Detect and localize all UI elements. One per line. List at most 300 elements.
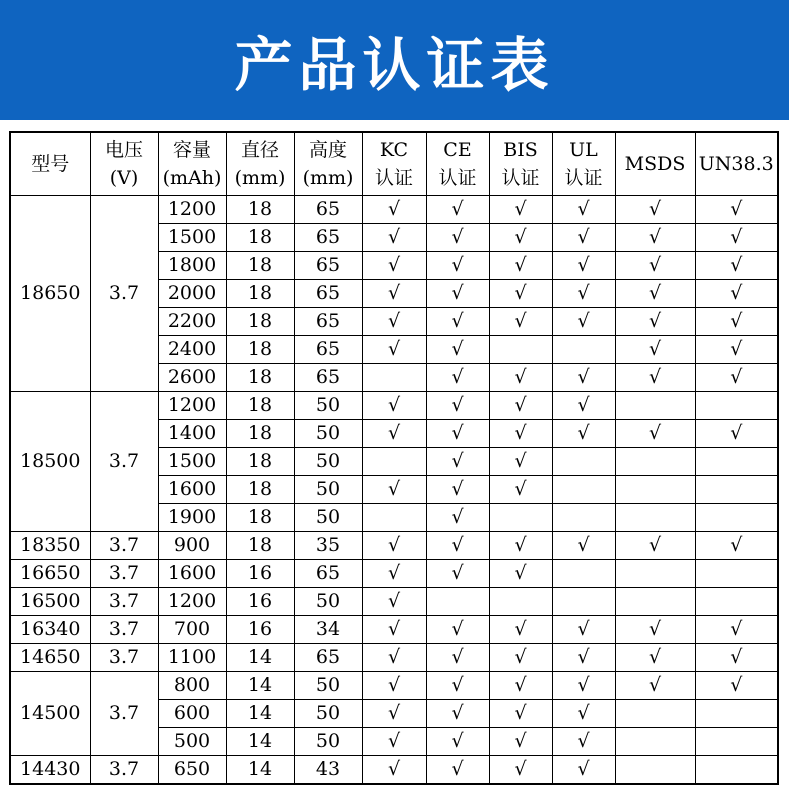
check-mark: √: [514, 562, 527, 584]
model-cell: 14430: [10, 756, 90, 785]
check-mark: √: [387, 422, 401, 444]
diameter-cell: 18: [226, 336, 294, 364]
bis-cert-cell: [489, 756, 552, 785]
check-mark: √: [730, 674, 743, 696]
header-ul-line: 认证: [564, 167, 603, 189]
diameter-cell: 18: [226, 476, 294, 504]
voltage-cell: 3.7: [90, 616, 158, 644]
voltage-cell: 3.7: [90, 532, 158, 560]
check-mark: √: [451, 366, 464, 388]
capacity-cell: 600: [158, 700, 226, 728]
check-mark: √: [648, 366, 662, 388]
un383-cert-cell: [695, 728, 778, 756]
diameter-cell: 18: [226, 448, 294, 476]
table-row: [10, 560, 778, 588]
bis-cert-cell: [489, 532, 552, 560]
check-mark: √: [730, 226, 743, 248]
bis-cert-cell: [489, 196, 552, 224]
bis-cert-cell: [489, 448, 552, 476]
bis-cert-cell: [489, 280, 552, 308]
ce-cert-cell: [426, 700, 489, 728]
check-mark: √: [577, 758, 590, 780]
header-msds-line: MSDS: [624, 153, 686, 175]
kc-cert-cell: [362, 532, 426, 560]
check-mark: √: [648, 534, 662, 556]
height-cell: 65: [294, 280, 362, 308]
msds-cert-cell: [615, 560, 695, 588]
ul-cert-cell: [552, 252, 615, 280]
un383-cert-cell: [695, 588, 778, 616]
kc-cert-cell: [362, 588, 426, 616]
height-cell: 50: [294, 672, 362, 700]
check-mark: √: [451, 394, 464, 416]
height-cell: 50: [294, 588, 362, 616]
ul-cert-cell: [552, 280, 615, 308]
model-cell: 18500: [10, 392, 90, 532]
kc-cert-cell: [362, 700, 426, 728]
check-mark: √: [514, 618, 527, 640]
check-mark: √: [730, 338, 743, 360]
check-mark: √: [451, 534, 464, 556]
msds-cert-cell: [615, 392, 695, 420]
height-cell: 50: [294, 728, 362, 756]
kc-cert-cell: [362, 476, 426, 504]
bis-cert-cell: [489, 392, 552, 420]
msds-cert-cell: [615, 728, 695, 756]
check-mark: √: [577, 366, 590, 388]
height-cell: 65: [294, 336, 362, 364]
capacity-cell: 1200: [158, 588, 226, 616]
ul-cert-cell: [552, 196, 615, 224]
check-mark: √: [648, 338, 662, 360]
check-mark: √: [387, 310, 401, 332]
check-mark: √: [514, 674, 527, 696]
voltage-cell: 3.7: [90, 560, 158, 588]
check-mark: √: [387, 534, 401, 556]
msds-cert-cell: [615, 280, 695, 308]
check-mark: √: [387, 338, 401, 360]
ce-cert-cell: [426, 364, 489, 392]
bis-cert-cell: [489, 336, 552, 364]
capacity-cell: 1600: [158, 476, 226, 504]
bis-cert-cell: [489, 588, 552, 616]
un383-cert-cell: [695, 308, 778, 336]
capacity-cell: 1500: [158, 448, 226, 476]
header-diameter: [226, 132, 294, 196]
ce-cert-cell: [426, 560, 489, 588]
capacity-cell: 2600: [158, 364, 226, 392]
height-cell: 50: [294, 476, 362, 504]
msds-cert-cell: [615, 308, 695, 336]
check-mark: √: [387, 394, 401, 416]
check-mark: √: [514, 394, 527, 416]
header-ce-line: 认证: [438, 167, 477, 189]
check-mark: √: [451, 338, 464, 360]
capacity-cell: 1800: [158, 252, 226, 280]
bis-cert-cell: [489, 364, 552, 392]
ul-cert-cell: [552, 420, 615, 448]
header-un383-line: UN38.3: [698, 153, 774, 175]
header-diameter-line: (mm): [234, 167, 286, 189]
header-ce-line: CE: [443, 139, 472, 161]
un383-cert-cell: [695, 644, 778, 672]
ul-cert-cell: [552, 224, 615, 252]
ce-cert-cell: [426, 616, 489, 644]
model-cell: 16340: [10, 616, 90, 644]
bis-cert-cell: [489, 728, 552, 756]
table-row: [10, 672, 778, 700]
ul-cert-cell: [552, 616, 615, 644]
table-row: [10, 644, 778, 672]
check-mark: √: [648, 310, 662, 332]
header-bis-line: 认证: [501, 167, 540, 189]
height-cell: 65: [294, 644, 362, 672]
kc-cert-cell: [362, 672, 426, 700]
table-row: [10, 616, 778, 644]
header-capacity-line: 容量: [172, 139, 211, 161]
kc-cert-cell: [362, 616, 426, 644]
msds-cert-cell: [615, 364, 695, 392]
check-mark: √: [451, 478, 464, 500]
ce-cert-cell: [426, 420, 489, 448]
un383-cert-cell: [695, 252, 778, 280]
capacity-cell: 1500: [158, 224, 226, 252]
check-mark: √: [577, 534, 590, 556]
height-cell: 50: [294, 420, 362, 448]
msds-cert-cell: [615, 700, 695, 728]
un383-cert-cell: [695, 336, 778, 364]
check-mark: √: [730, 198, 743, 220]
kc-cert-cell: [362, 420, 426, 448]
check-mark: √: [451, 282, 464, 304]
un383-cert-cell: [695, 672, 778, 700]
model-cell: 18650: [10, 196, 90, 392]
msds-cert-cell: [615, 420, 695, 448]
check-mark: √: [730, 646, 743, 668]
kc-cert-cell: [362, 364, 426, 392]
kc-cert-cell: [362, 560, 426, 588]
voltage-cell: 3.7: [90, 672, 158, 756]
header-height-line: (mm): [302, 167, 354, 189]
bis-cert-cell: [489, 504, 552, 532]
kc-cert-cell: [362, 728, 426, 756]
ul-cert-cell: [552, 476, 615, 504]
diameter-cell: 18: [226, 420, 294, 448]
capacity-cell: 1600: [158, 560, 226, 588]
check-mark: √: [577, 702, 590, 724]
check-mark: √: [387, 562, 401, 584]
model-cell: 16500: [10, 588, 90, 616]
check-mark: √: [577, 226, 590, 248]
bis-cert-cell: [489, 476, 552, 504]
check-mark: √: [387, 478, 401, 500]
voltage-cell: 3.7: [90, 644, 158, 672]
kc-cert-cell: [362, 252, 426, 280]
diameter-cell: 18: [226, 532, 294, 560]
un383-cert-cell: [695, 364, 778, 392]
check-mark: √: [730, 310, 743, 332]
height-cell: 43: [294, 756, 362, 785]
msds-cert-cell: [615, 252, 695, 280]
ul-cert-cell: [552, 756, 615, 785]
voltage-cell: 3.7: [90, 392, 158, 532]
height-cell: 65: [294, 224, 362, 252]
header-model: [10, 132, 90, 196]
msds-cert-cell: [615, 224, 695, 252]
ul-cert-cell: [552, 504, 615, 532]
diameter-cell: 18: [226, 196, 294, 224]
capacity-cell: 1200: [158, 392, 226, 420]
diameter-cell: 18: [226, 280, 294, 308]
check-mark: √: [730, 422, 743, 444]
capacity-cell: 1400: [158, 420, 226, 448]
check-mark: √: [387, 758, 401, 780]
voltage-cell: 3.7: [90, 756, 158, 785]
height-cell: 65: [294, 308, 362, 336]
kc-cert-cell: [362, 196, 426, 224]
model-cell: 16650: [10, 560, 90, 588]
ce-cert-cell: [426, 448, 489, 476]
header-capacity: [158, 132, 226, 196]
header-kc: [362, 132, 426, 196]
check-mark: √: [514, 366, 527, 388]
ce-cert-cell: [426, 196, 489, 224]
check-mark: √: [387, 198, 401, 220]
diameter-cell: 14: [226, 700, 294, 728]
model-cell: 14650: [10, 644, 90, 672]
check-mark: √: [514, 730, 527, 752]
table-row: [10, 196, 778, 224]
check-mark: √: [451, 310, 464, 332]
check-mark: √: [514, 422, 527, 444]
bis-cert-cell: [489, 644, 552, 672]
check-mark: √: [451, 562, 464, 584]
kc-cert-cell: [362, 308, 426, 336]
height-cell: 35: [294, 532, 362, 560]
kc-cert-cell: [362, 280, 426, 308]
ce-cert-cell: [426, 756, 489, 785]
bis-cert-cell: [489, 616, 552, 644]
header-height-line: 高度: [308, 139, 347, 161]
msds-cert-cell: [615, 336, 695, 364]
check-mark: √: [577, 282, 590, 304]
check-mark: √: [387, 674, 401, 696]
ul-cert-cell: [552, 728, 615, 756]
height-cell: 65: [294, 560, 362, 588]
diameter-cell: 14: [226, 644, 294, 672]
ul-cert-cell: [552, 336, 615, 364]
un383-cert-cell: [695, 476, 778, 504]
ce-cert-cell: [426, 476, 489, 504]
msds-cert-cell: [615, 196, 695, 224]
ul-cert-cell: [552, 364, 615, 392]
un383-cert-cell: [695, 532, 778, 560]
header-model-line: 型号: [31, 153, 70, 175]
capacity-cell: 1900: [158, 504, 226, 532]
ce-cert-cell: [426, 336, 489, 364]
check-mark: √: [577, 674, 590, 696]
header-kc-line: KC: [379, 139, 409, 161]
check-mark: √: [451, 422, 464, 444]
un383-cert-cell: [695, 392, 778, 420]
kc-cert-cell: [362, 504, 426, 532]
bis-cert-cell: [489, 700, 552, 728]
un383-cert-cell: [695, 420, 778, 448]
header-kc-line: 认证: [374, 167, 413, 189]
height-cell: 50: [294, 504, 362, 532]
capacity-cell: 500: [158, 728, 226, 756]
check-mark: √: [514, 534, 527, 556]
capacity-cell: 2400: [158, 336, 226, 364]
table-row: [10, 588, 778, 616]
capacity-cell: 700: [158, 616, 226, 644]
un383-cert-cell: [695, 616, 778, 644]
ul-cert-cell: [552, 308, 615, 336]
check-mark: √: [387, 646, 401, 668]
check-mark: √: [451, 254, 464, 276]
check-mark: √: [451, 506, 464, 528]
diameter-cell: 14: [226, 672, 294, 700]
msds-cert-cell: [615, 672, 695, 700]
kc-cert-cell: [362, 392, 426, 420]
header-un383: [695, 132, 778, 196]
header-msds: [615, 132, 695, 196]
height-cell: 50: [294, 700, 362, 728]
bis-cert-cell: [489, 420, 552, 448]
check-mark: √: [648, 254, 662, 276]
kc-cert-cell: [362, 448, 426, 476]
diameter-cell: 18: [226, 224, 294, 252]
check-mark: √: [577, 646, 590, 668]
capacity-cell: 2200: [158, 308, 226, 336]
capacity-cell: 900: [158, 532, 226, 560]
check-mark: √: [387, 702, 401, 724]
table-row: [10, 756, 778, 785]
header-bis: [489, 132, 552, 196]
diameter-cell: 16: [226, 588, 294, 616]
un383-cert-cell: [695, 448, 778, 476]
header-voltage-line: (V): [109, 167, 139, 189]
bis-cert-cell: [489, 672, 552, 700]
header-voltage: [90, 132, 158, 196]
certification-table: [9, 131, 779, 785]
model-cell: 18350: [10, 532, 90, 560]
ce-cert-cell: [426, 532, 489, 560]
msds-cert-cell: [615, 504, 695, 532]
header-ul: [552, 132, 615, 196]
ul-cert-cell: [552, 532, 615, 560]
check-mark: √: [577, 618, 590, 640]
height-cell: 34: [294, 616, 362, 644]
header-bis-line: BIS: [503, 139, 538, 161]
table-row: [10, 532, 778, 560]
check-mark: √: [730, 254, 743, 276]
model-cell: 14500: [10, 672, 90, 756]
capacity-cell: 800: [158, 672, 226, 700]
check-mark: √: [730, 366, 743, 388]
ul-cert-cell: [552, 448, 615, 476]
check-mark: √: [387, 590, 401, 612]
bis-cert-cell: [489, 560, 552, 588]
ce-cert-cell: [426, 504, 489, 532]
check-mark: √: [451, 226, 464, 248]
check-mark: √: [648, 422, 662, 444]
ce-cert-cell: [426, 280, 489, 308]
title-banner: [0, 0, 789, 120]
check-mark: √: [577, 254, 590, 276]
kc-cert-cell: [362, 336, 426, 364]
height-cell: 65: [294, 196, 362, 224]
check-mark: √: [514, 478, 527, 500]
check-mark: √: [577, 394, 590, 416]
ce-cert-cell: [426, 644, 489, 672]
msds-cert-cell: [615, 616, 695, 644]
kc-cert-cell: [362, 224, 426, 252]
check-mark: √: [451, 646, 464, 668]
check-mark: √: [514, 646, 527, 668]
ce-cert-cell: [426, 672, 489, 700]
diameter-cell: 14: [226, 756, 294, 785]
check-mark: √: [577, 730, 590, 752]
voltage-cell: 3.7: [90, 588, 158, 616]
bis-cert-cell: [489, 308, 552, 336]
height-cell: 50: [294, 448, 362, 476]
un383-cert-cell: [695, 280, 778, 308]
header-ce: [426, 132, 489, 196]
check-mark: √: [451, 702, 464, 724]
ce-cert-cell: [426, 252, 489, 280]
height-cell: 65: [294, 364, 362, 392]
diameter-cell: 18: [226, 252, 294, 280]
check-mark: √: [387, 226, 401, 248]
ce-cert-cell: [426, 308, 489, 336]
ul-cert-cell: [552, 672, 615, 700]
msds-cert-cell: [615, 476, 695, 504]
diameter-cell: 16: [226, 616, 294, 644]
ce-cert-cell: [426, 392, 489, 420]
check-mark: √: [730, 282, 743, 304]
msds-cert-cell: [615, 532, 695, 560]
ce-cert-cell: [426, 224, 489, 252]
check-mark: √: [577, 198, 590, 220]
msds-cert-cell: [615, 588, 695, 616]
check-mark: √: [451, 730, 464, 752]
check-mark: √: [514, 758, 527, 780]
page-title: 产品认证表: [234, 31, 555, 99]
ce-cert-cell: [426, 588, 489, 616]
diameter-cell: 18: [226, 364, 294, 392]
kc-cert-cell: [362, 644, 426, 672]
check-mark: √: [514, 282, 527, 304]
check-mark: √: [514, 198, 527, 220]
header-ul-line: UL: [569, 139, 598, 161]
capacity-cell: 1200: [158, 196, 226, 224]
ul-cert-cell: [552, 560, 615, 588]
check-mark: √: [514, 310, 527, 332]
check-mark: √: [451, 618, 464, 640]
check-mark: √: [577, 422, 590, 444]
diameter-cell: 18: [226, 504, 294, 532]
check-mark: √: [387, 730, 401, 752]
ul-cert-cell: [552, 392, 615, 420]
capacity-cell: 2000: [158, 280, 226, 308]
check-mark: √: [648, 226, 662, 248]
un383-cert-cell: [695, 504, 778, 532]
check-mark: √: [648, 198, 662, 220]
check-mark: √: [387, 282, 401, 304]
check-mark: √: [648, 646, 662, 668]
un383-cert-cell: [695, 224, 778, 252]
